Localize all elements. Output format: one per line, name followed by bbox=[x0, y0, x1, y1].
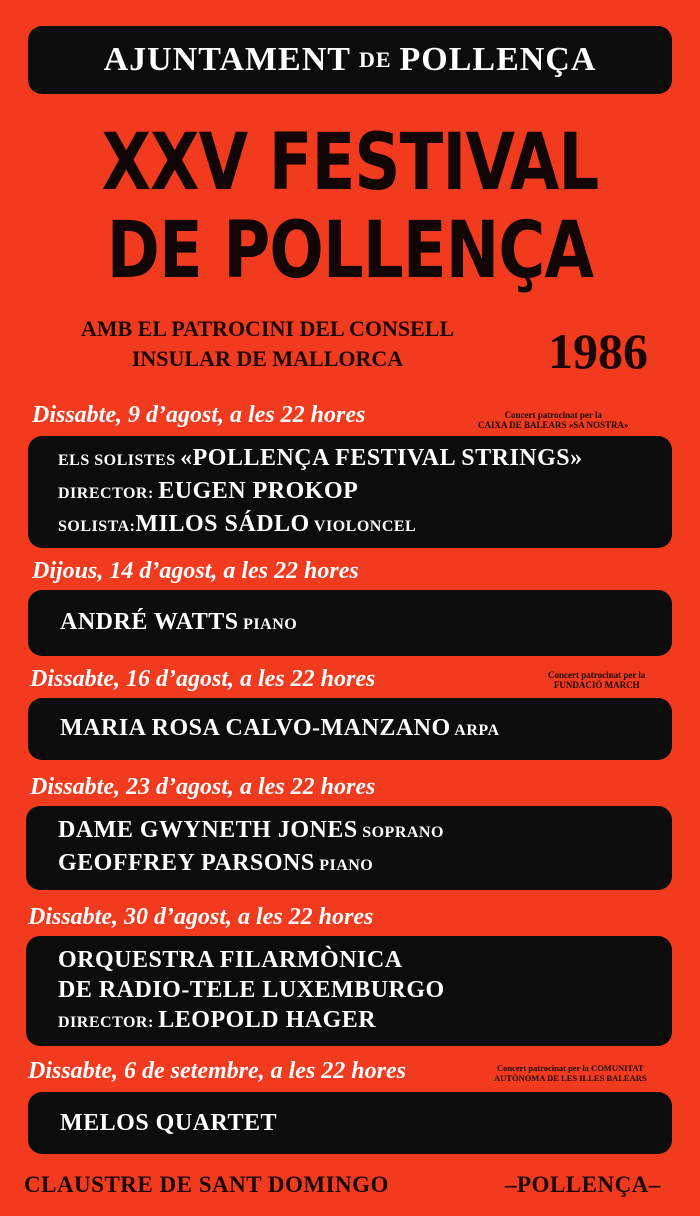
performer-instrument: SOPRANO bbox=[357, 824, 444, 841]
town-name: –POLLENÇA– bbox=[505, 1172, 661, 1197]
sponsor-note-line1: Concert patrocinat per la bbox=[548, 670, 646, 680]
performer-name: ORQUESTRA FILARMÒNICA bbox=[58, 946, 403, 973]
concert-panel bbox=[26, 936, 672, 1046]
performer-line bbox=[60, 607, 672, 640]
performer-instrument: PIANO bbox=[238, 615, 298, 633]
concert-date: Dissabte, 23 d’agost, a les 22 hores bbox=[30, 774, 376, 800]
performer-line bbox=[58, 975, 672, 1005]
header-bar bbox=[28, 26, 672, 94]
concert-date: Dissabte, 30 d’agost, a les 22 hores bbox=[28, 904, 374, 930]
soloist-label: SOLISTA: bbox=[58, 517, 136, 535]
performer-name: MARIA ROSA CALVO-MANZANO bbox=[60, 714, 451, 741]
concert-sponsor-note bbox=[478, 410, 629, 430]
performer-name: DE RADIO-TELE LUXEMBURGO bbox=[58, 976, 445, 1003]
venue-name: CLAUSTRE DE SANT DOMINGO bbox=[24, 1172, 389, 1197]
performer-name: ANDRÉ WATTS bbox=[60, 608, 239, 635]
concert-date: Dissabte, 9 d’agost, a les 22 hores bbox=[32, 402, 366, 428]
soloist-instrument: VIOLONCEL bbox=[309, 517, 417, 535]
performer-prefix: ELS SOLISTES bbox=[58, 451, 181, 469]
sponsor-note-line1: Concert patrocinat per la COMUNITAT bbox=[496, 1063, 644, 1073]
director-label: DIRECTOR: bbox=[58, 1013, 159, 1031]
sponsor-note-line2: AUTÒNOMA DE LES ILLES BALEARS bbox=[494, 1073, 647, 1083]
performer-line bbox=[58, 945, 672, 975]
performer-line bbox=[58, 815, 672, 848]
concert-panel bbox=[28, 590, 672, 656]
sponsor-note-line2: CAIXA DE BALEARS «SA NOSTRA» bbox=[478, 420, 629, 430]
header-org-name: AJUNTAMENT bbox=[103, 41, 351, 78]
sponsor-note-line1: Concert patrocinat per la bbox=[504, 410, 602, 420]
concert-date: Dissabte, 16 d’agost, a les 22 hores bbox=[30, 666, 376, 692]
director-name: LEOPOLD HAGER bbox=[158, 1006, 377, 1033]
concert-panel bbox=[28, 436, 672, 548]
festival-title-line2: DE POLLENÇA bbox=[106, 206, 594, 296]
concert-sponsor-note bbox=[548, 670, 645, 690]
concert-panel bbox=[26, 806, 672, 890]
festival-title-line1: XXV FESTIVAL bbox=[101, 118, 599, 208]
director-line bbox=[58, 476, 672, 509]
concert-date: Dijous, 14 d’agost, a les 22 hores bbox=[32, 558, 359, 584]
performer-line bbox=[58, 848, 672, 881]
concert-panel bbox=[28, 1092, 672, 1154]
sponsor-line1: AMB EL PATROCINI DEL CONSELL bbox=[80, 316, 455, 341]
concert-panel bbox=[28, 698, 672, 760]
concert-sponsor-note bbox=[494, 1063, 647, 1083]
performer-name: DAME GWYNETH JONES bbox=[58, 817, 358, 843]
director-label: DIRECTOR: bbox=[58, 484, 159, 502]
sponsor-text bbox=[30, 314, 505, 374]
sponsor-line2: INSULAR DE MALLORCA bbox=[131, 346, 404, 371]
performer-name: «POLLENÇA FESTIVAL STRINGS» bbox=[180, 444, 583, 471]
header-org-town: POLLENÇA bbox=[399, 41, 597, 78]
soloist-name: MILOS SÁDLO bbox=[135, 510, 310, 537]
performer-name: GEOFFREY PARSONS bbox=[58, 850, 315, 876]
concert-date: Dissabte, 6 de setembre, a les 22 hores bbox=[28, 1058, 406, 1084]
performer-line bbox=[60, 1108, 672, 1138]
director-line bbox=[58, 1005, 672, 1038]
performer-instrument: ARPA bbox=[450, 721, 500, 739]
festival-year: 1986 bbox=[548, 323, 648, 379]
performer-line bbox=[60, 713, 672, 746]
director-name: EUGEN PROKOP bbox=[158, 477, 359, 504]
soloist-line bbox=[58, 509, 672, 542]
performer-name: MELOS QUARTET bbox=[60, 1110, 278, 1136]
header-org-de: DE bbox=[358, 47, 392, 72]
performer-instrument: PIANO bbox=[314, 857, 374, 874]
sponsor-note-line2: FUNDACIÓ MARCH bbox=[553, 680, 640, 690]
performer-line bbox=[58, 443, 672, 476]
